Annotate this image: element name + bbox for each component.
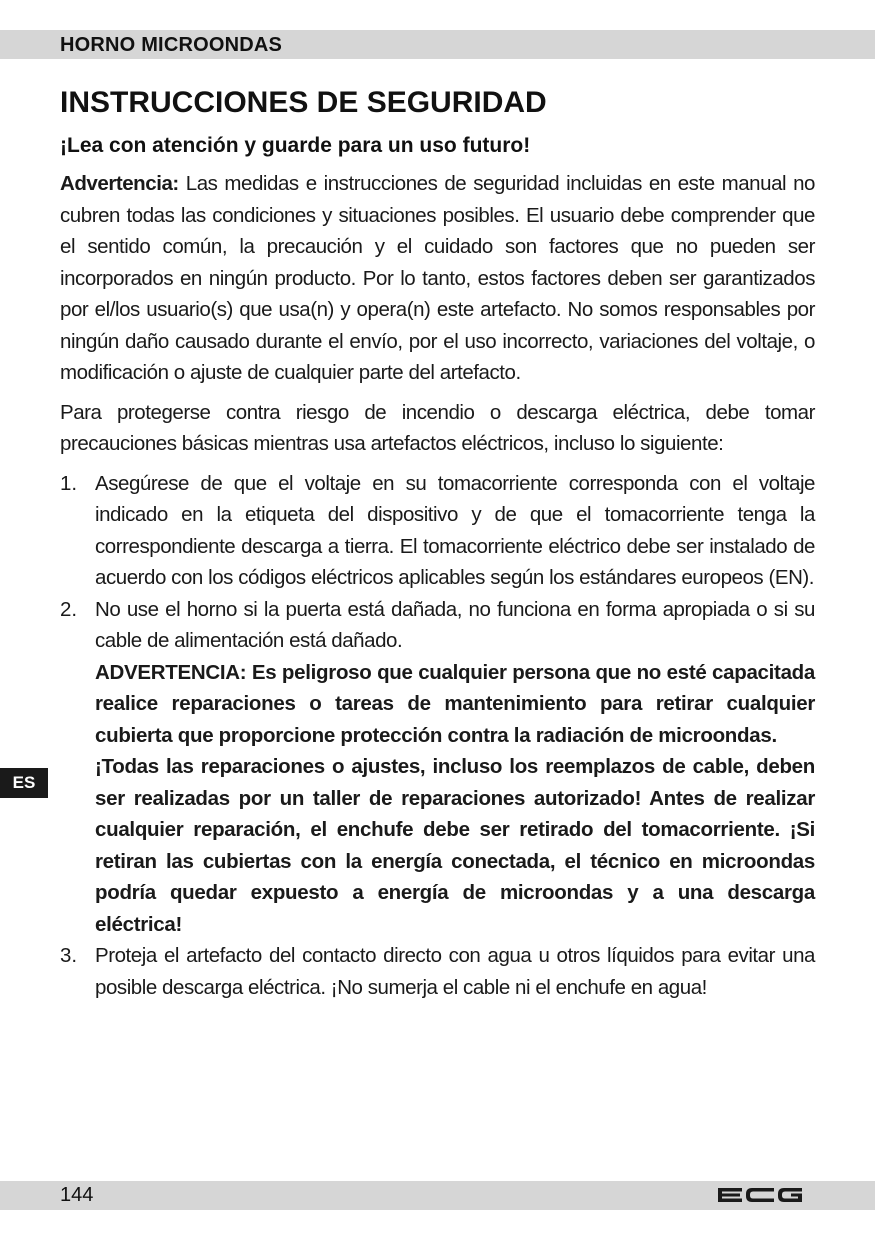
list-item-warning: ADVERTENCIA: Es peligroso que cualquier persona que no esté capacitada realice reparaciones o tareas de mantenimiento para retirar cualquier cubierta que proporcione protección contra la radiación de microondas. bbox=[95, 660, 815, 747]
intro-paragraph: Para protegerse contra riesgo de incendio o descarga eléctrica, debe tomar precauciones básicas mientras usa artefactos eléctricos, incluso lo siguiente: bbox=[60, 400, 815, 455]
list-item bbox=[60, 594, 815, 941]
main-content bbox=[60, 84, 815, 1003]
header-bar bbox=[0, 30, 875, 59]
page-title: INSTRUCCIONES DE SEGURIDAD bbox=[60, 86, 547, 119]
list-item-number: 2. bbox=[60, 597, 78, 621]
list-item-text: Proteja el artefacto del contacto directo con agua u otros líquidos para evitar una posible descarga eléctrica. ¡No sumerja el cable ni el enchufe en agua! bbox=[95, 944, 815, 999]
list-item-warning: ¡Todas las reparaciones o ajustes, incluso los reemplazos de cable, deben ser realizadas por un taller de reparaciones autorizado! Antes de realizar cualquier reparación, el enchufe debe ser retirado del tomacorriente. ¡Si retiran las cubiertas con la energía conectada, el técnico en microondas podría quedar expuesto a energía de microondas y a una descarga eléctrica! bbox=[95, 755, 815, 936]
list-item-text: No use el horno si la puerta está dañada, no funciona en forma apropiada o si su cable de alimentación está dañado. bbox=[95, 597, 815, 652]
ecg-logo-icon bbox=[716, 1184, 804, 1206]
safety-list bbox=[60, 468, 815, 1004]
list-item bbox=[60, 468, 815, 594]
list-item bbox=[60, 940, 815, 1003]
header-title: HORNO MICROONDAS bbox=[60, 34, 283, 56]
list-item-number: 1. bbox=[60, 471, 78, 495]
warning-paragraph bbox=[60, 168, 815, 389]
list-item-text: Asegúrese de que el voltaje en su tomacorriente corresponda con el voltaje indicado en la etiqueta del dispositivo y de que el tomacorriente tenga la correspondiente descarga a tierra. El tomacorriente eléctrico debe ser instalado de acuerdo con los códigos eléctricos aplicables según los estándares europeos (EN). bbox=[95, 471, 815, 589]
warning-label: Advertencia: bbox=[60, 172, 179, 195]
list-item-number: 3. bbox=[60, 944, 78, 967]
page-number: 144 bbox=[60, 1184, 94, 1206]
warning-text: Las medidas e instrucciones de seguridad incluidas en este manual no cubren todas las condiciones y situaciones posibles. El usuario debe comprender que el sentido común, la precaución y el cuidado son factores que no pueden ser incorporados en ningún producto. Por lo tanto, estos factores deben ser garantizados por el/los usuario(s) que usa(n) y opera(n) este artefacto. No somos responsables por ningún daño causado durante el envío, por el uso incorrecto, variaciones del voltaje, o modificación o ajuste de cualquier parte del artefacto. bbox=[60, 172, 815, 384]
language-tab: ES bbox=[0, 768, 48, 798]
page-subtitle: ¡Lea con atención y guarde para un uso futuro! bbox=[60, 134, 531, 157]
footer-bar bbox=[0, 1181, 875, 1210]
